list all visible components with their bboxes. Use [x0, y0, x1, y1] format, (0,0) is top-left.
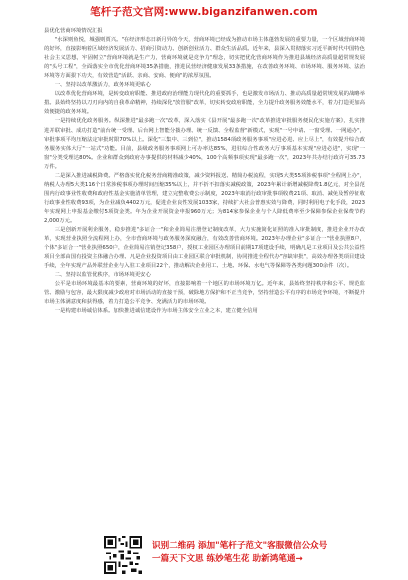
body-paragraph: 一是构建市场诚信体系。加快推进诚信建设作为市场主体安全立业之本，建立健全信用: [54, 308, 258, 315]
section-heading: 一、坚持以改革激活力，政务环境更贴心: [54, 82, 151, 89]
footer-promo: [0, 532, 408, 580]
footer-line-2: 一篇天下文思 练妙笔生花 助新鸿笔通→: [152, 554, 303, 564]
body-paragraph: 以改革优化营商环境，是转变政府职能、推进政府治理能力现代化的重要抓手，也是激发市场活力、推动高质量超常规发展的战略举措。县始终坚持以刀刃向内的自我革命精神，持续深化"放管服"改革，切实转变政府职能，全力提升政务服务效能水平，着力打造更加高效便捷的政务环境。: [44, 91, 365, 116]
document-body: [44, 27, 365, 317]
body-paragraph: 公平是市场环境最基本的要素，营商环境的好坏，直接影响着一个地区的市场环境万亿。近年来，县始终坚持秩序和公平、规范监管、激励与包容，最大限度减少政府对市场活动的直接干预，破除地方保护和不正当竞争，坚持营造公平有序的市场竞争环境，不断提升市场主体满意度和获得感，着力打造公平竞争、充满活力的市场环境。: [44, 281, 365, 306]
site-watermark-banner: 笔杆子范文官网:www.biganzifanwen.com: [0, 0, 408, 24]
document-title: 县优化营商环境情况汇报: [44, 28, 103, 34]
body-paragraph: 三是创新开展利企服务，稳步推进"多证合一"和企业简易注册登记制度改革，大力实施简化证照的准入审批制度，推进企业开办改革，实现营业执照全流程网上办，全市营商环境与政务服务深度融合，有效改善营商环境。2023年办理企业"多证合一"营业执照8户，个体"多证合一"营业执照650户，企业简易注销登记358户，授权工业园区办理项目前期17项建设手续，明确凡是工业项目及公共公益性项目全部由国有投资主体融合办理、凡是企业投资项目由工业园区联合审批机制，协同推进全程代办"容缺审批"，高效办理各类项目建设手续，全年实现产品外联营企业与入驻工业项目22个，推动解决企业用工、土地、环保、水电气等保障等各类问题300余件（次）。: [44, 227, 365, 270]
body-paragraph: 一是持续优化政务服务。纵深推进"最多跑一次"改革，深入落实《县开展"最多跑一次"改革推进审批服务便民化实施方案》，扎实推进并联审批、成功打造"前台统一受理、后台网上智能分拨办理、统一反馈、全程监督"新模式，实现"一号申请、一窗受理、一网通办"，审批事项平均压缩法定审批时限70%以上。深化"三集中、三到位"，推动1584项政务服务事项"应进必进、应上尽上"，有效提升综合政务服务实体大厅"一站式"功能。目前，县级政务服务事项网上可办率达85%，进驻综合性政务大厅事项基本实现"应进必进"，实现"一窗"分类受理达80%。企业和群众到政府办事提供的材料减少40%，100个高频事项实现"最多跑一次"，2023年共办结行政许可35.73万件。: [44, 118, 365, 170]
footer-line-1: 识别二维码 添加"笔杆子范文"客服微信公众号: [152, 541, 328, 551]
footer-text: [152, 540, 382, 566]
body-paragraph: 二是深入推进减税降费。严格落实优化税务营商精准政策，减少资料报送、精简办税流程，实现5大类55项涉税事项"全程网上办"，纳税人办理5大类116个日常涉税事项办理时间压缩35%以上，并不折不扣落实减税政策，2023年累计新增减税降费1.8亿元，对全县范围内行政事业性收费和政府性基金实施清单管理，建立完整收费公示制度，2023年取消行政审批事项收费21项、取消、减免及暂停征收行政事业性收费93项，为企业减负4402万元，促进企业良性发展1033家，持续扩大社会普惠实效与降费，同时利用电子化手段，2023年实现网上申报基金缴付5项资金类。年为企业开展资金申报960万元；为814家参保企业与个人降低费率至少保障参保企业保费节约2,000万元。: [44, 172, 365, 224]
body-paragraph: "水深则鱼悦，城强则贾兴。"在经济形态日新月异的今天，营商环境已经成为推动市场主体蓬勃发展的重要力量，一个区域营商环境的好坏，直接影响着区域经济发展活力、招商引资动力、创新创业活力、群众生活品质。近年来，县深入贯彻落实习近平新时代中国特色社会主义思想，牢固树立"营商环境就是生产力，营商环境就是竞争力"理念，切实把优化营商环境作为推进县域经济高质量超常规发展的"头号工程"，全面落实全市优化营商环境35条措施，推进民营经济健康发展33条措施，在改善政务环境、市场环境、服务环境、法治环境等方面狠下功夫，有效营造"活跃、亲商、安商、便商"的浓厚氛围。: [44, 37, 365, 80]
qr-code-icon: [104, 536, 142, 574]
section-heading: 二、坚持以监管优秩序，市场环境更安心: [54, 272, 151, 279]
